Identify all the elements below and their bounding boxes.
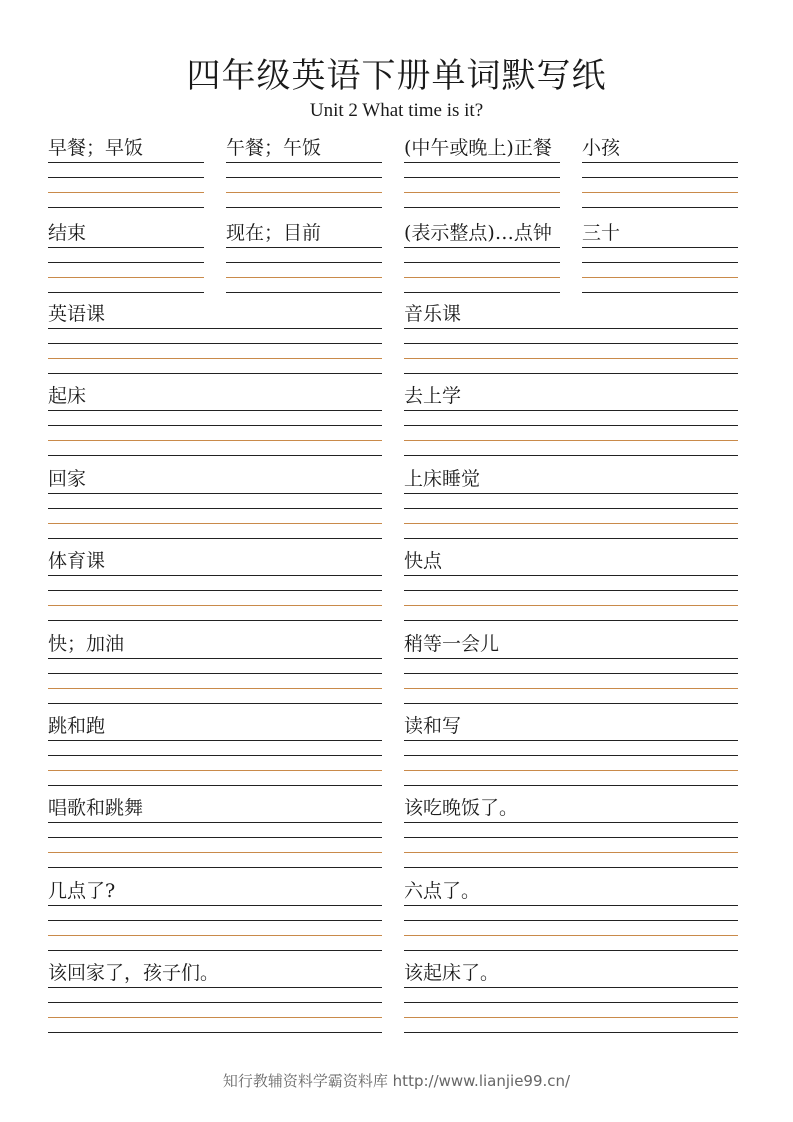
writing-line [48,905,382,906]
writing-line [48,373,382,374]
word-prompt-label: 小孩 [582,137,621,159]
word-prompt-label: 现在；目前 [226,222,322,244]
word-prompt-label: 该吃晚饭了。 [404,797,519,819]
writing-line [48,590,382,591]
writing-line [48,575,382,576]
writing-line [48,987,382,988]
dictation-cell [48,797,382,880]
word-prompt-label: 稍等一会儿 [404,633,500,655]
dictation-cell [404,468,738,551]
writing-line [48,425,382,426]
writing-line [582,207,738,208]
writing-line [48,920,382,921]
writing-line [582,162,738,163]
writing-line [404,247,560,248]
writing-line [48,867,382,868]
writing-line [404,658,738,659]
writing-line [404,343,738,344]
writing-line [404,292,560,293]
writing-line [404,177,560,178]
writing-line [404,673,738,674]
dictation-cell [48,137,204,220]
word-prompt-label: 该起床了。 [404,962,500,984]
writing-line [582,247,738,248]
writing-line [404,703,738,704]
writing-line [404,538,738,539]
writing-line [404,837,738,838]
word-prompt-label: (表示整点)…点钟 [404,222,552,244]
writing-middle-line [404,852,738,853]
word-prompt-label: 三十 [582,222,621,244]
writing-line [404,508,738,509]
word-prompt-label: 六点了。 [404,880,481,902]
writing-line [404,262,560,263]
writing-middle-line [48,192,204,193]
writing-line [404,1002,738,1003]
writing-middle-line [48,935,382,936]
writing-line [48,950,382,951]
writing-line [48,493,382,494]
dictation-cell [404,962,738,1045]
writing-line [226,177,382,178]
writing-middle-line [48,1017,382,1018]
word-prompt-label: 快点 [404,550,443,572]
writing-line [48,247,204,248]
footer-watermark: 知行教辅资料学霸资料库 http://www.lianjie99.cn/ [222,1072,571,1090]
page-title: 四年级英语下册单词默写纸 [186,56,607,96]
dictation-cell [48,468,382,551]
writing-line [48,755,382,756]
dictation-cell [48,550,382,633]
writing-line [404,867,738,868]
dictation-cell [48,715,382,798]
writing-line [226,247,382,248]
dictation-cell [404,880,738,963]
word-prompt-label: 几点了? [48,880,116,902]
word-prompt-label: 上床睡觉 [404,468,481,490]
writing-middle-line [582,192,738,193]
word-prompt-label: 结束 [48,222,87,244]
writing-middle-line [226,192,382,193]
writing-middle-line [48,852,382,853]
writing-line [48,673,382,674]
writing-line [48,785,382,786]
dictation-cell [404,385,738,468]
writing-line [226,207,382,208]
unit-subtitle: Unit 2 What time is it? [309,100,484,121]
writing-line [48,740,382,741]
writing-middle-line [404,770,738,771]
word-prompt-label: 午餐；午饭 [226,137,322,159]
writing-line [48,1032,382,1033]
writing-line [404,755,738,756]
writing-middle-line [404,277,560,278]
word-prompt-label: 回家 [48,468,87,490]
writing-line [404,1032,738,1033]
writing-line [404,950,738,951]
writing-line [404,575,738,576]
writing-line [48,292,204,293]
word-prompt-label: 英语课 [48,303,106,325]
dictation-cell [48,962,382,1045]
writing-line [48,837,382,838]
writing-line [48,177,204,178]
dictation-cell [48,303,382,386]
dictation-cell [404,303,738,386]
writing-middle-line [404,688,738,689]
writing-middle-line [582,277,738,278]
writing-line [48,1002,382,1003]
dictation-cell [48,222,204,305]
writing-middle-line [404,523,738,524]
writing-middle-line [48,358,382,359]
writing-line [404,620,738,621]
writing-line [582,177,738,178]
word-prompt-label: 起床 [48,385,87,407]
word-prompt-label: 读和写 [404,715,462,737]
word-prompt-label: 去上学 [404,385,462,407]
writing-middle-line [48,605,382,606]
writing-line [48,207,204,208]
word-prompt-label: 跳和跑 [48,715,106,737]
dictation-cell [226,137,382,220]
writing-line [404,987,738,988]
writing-line [48,410,382,411]
word-prompt-label: 唱歌和跳舞 [48,797,144,819]
writing-line [48,343,382,344]
word-prompt-label: (中午或晚上)正餐 [404,137,552,159]
writing-line [404,410,738,411]
word-prompt-label: 体育课 [48,550,106,572]
word-prompt-label: 该回家了，孩子们。 [48,962,220,984]
writing-line [226,292,382,293]
writing-line [404,905,738,906]
writing-line [404,425,738,426]
writing-middle-line [404,605,738,606]
writing-middle-line [48,523,382,524]
writing-line [48,620,382,621]
writing-line [48,538,382,539]
writing-line [48,822,382,823]
dictation-cell [582,137,738,220]
writing-line [404,920,738,921]
writing-line [48,455,382,456]
writing-line [404,455,738,456]
writing-line [582,262,738,263]
writing-line [48,658,382,659]
writing-line [404,207,560,208]
word-prompt-label: 音乐课 [404,303,462,325]
writing-line [48,703,382,704]
dictation-cell [48,385,382,468]
writing-line [404,590,738,591]
writing-middle-line [48,277,204,278]
writing-line [404,822,738,823]
writing-line [404,740,738,741]
writing-line [404,162,560,163]
dictation-cell [404,797,738,880]
writing-middle-line [404,358,738,359]
dictation-cell [404,550,738,633]
writing-line [48,162,204,163]
writing-middle-line [404,935,738,936]
writing-middle-line [404,1017,738,1018]
writing-middle-line [48,770,382,771]
writing-middle-line [404,440,738,441]
writing-middle-line [404,192,560,193]
writing-middle-line [48,688,382,689]
writing-middle-line [226,277,382,278]
writing-middle-line [48,440,382,441]
writing-line [404,328,738,329]
writing-line [404,373,738,374]
word-prompt-label: 快；加油 [48,633,125,655]
writing-line [48,262,204,263]
dictation-cell [48,633,382,716]
writing-line [582,292,738,293]
writing-line [404,785,738,786]
dictation-cell [404,222,560,305]
dictation-cell [582,222,738,305]
word-prompt-label: 早餐；早饭 [48,137,144,159]
dictation-cell [48,880,382,963]
dictation-cell [404,633,738,716]
writing-line [48,328,382,329]
writing-line [48,508,382,509]
dictation-cell [226,222,382,305]
dictation-cell [404,715,738,798]
writing-line [226,262,382,263]
writing-line [404,493,738,494]
dictation-cell [404,137,560,220]
writing-line [226,162,382,163]
